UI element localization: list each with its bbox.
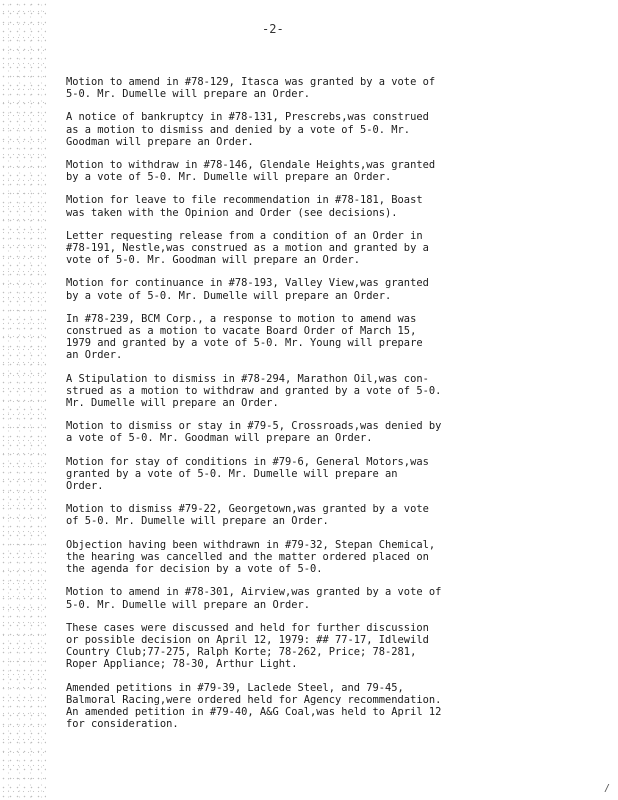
paragraph-nestle: Letter requesting release from a condition of an Order in #78-191, Nestle,was construed as a motion and granted by a vote of 5-0. Mr. Goodman will prepare an Order. [66, 229, 429, 267]
paragraph-georgetown: Motion to dismiss #79-22, Georgetown,was granted by a vote of 5-0. Mr. Dumelle will prepare an Order. [66, 503, 429, 528]
paragraph-bcm-corp: In #78-239, BCM Corp., a response to motion to amend was construed as a motion to vacate Board Order of March 15, 1979 and granted by a vote of 5-0. Mr. Young will prepare an Order. [66, 312, 423, 362]
page-number: -2- [262, 22, 284, 36]
paragraph-itasca: Motion to amend in #78-129, Itasca was granted by a vote of 5-0. Mr. Dumelle will prepare an Order. [66, 76, 436, 101]
paragraph-valley-view: Motion for continuance in #78-193, Valley View,was granted by a vote of 5-0. Mr. Dumelle will prepare an Order. [66, 277, 429, 302]
paragraph-boast: Motion for leave to file recommendation in #78-181, Boast was taken with the Opinion and Order (see decisions). [66, 194, 423, 219]
paragraph-crossroads: Motion to dismiss or stay in #79-5, Crossroads,was denied by a vote of 5-0. Mr. Goodman will prepare an Order. [66, 420, 442, 445]
paragraph-held-cases: These cases were discussed and held for further discussion or possible decision on April 12, 1979: ## 77-17, Idlewild Country Club;77-275, Ralph Korte; 78-262, Price; 78-281, Roper Appliance; 78-30, Arthur Light. [66, 621, 429, 671]
document-body [66, 76, 506, 741]
paragraph-general-motors: Motion for stay of conditions in #79-6, General Motors,was granted by a vote of 5-0. Mr. Dumelle will prepare an Order. [66, 455, 429, 493]
paragraph-airview: Motion to amend in #78-301, Airview,was granted by a vote of 5-0. Mr. Dumelle will prepare an Order. [66, 586, 442, 611]
paragraph-glendale-heights: Motion to withdraw in #78-146, Glendale Heights,was granted by a vote of 5-0. Mr. Dumelle will prepare an Order. [66, 159, 436, 184]
paragraph-prescrebs: A notice of bankruptcy in #78-131, Prescrebs,was construed as a motion to dismiss and denied by a vote of 5-0. Mr. Goodman will prepare an Order. [66, 111, 429, 148]
paragraph-stepan-chemical: Objection having been withdrawn in #79-32, Stepan Chemical, the hearing was cancelled and the matter ordered placed on the agenda for decision by a vote of 5-0. [66, 538, 436, 576]
edge-mark: / [603, 783, 610, 794]
paragraph-marathon-oil: A Stipulation to dismiss in #78-294, Marathon Oil,was con- strued as a motion to withdraw and granted by a vote of 5-0. Mr. Dumelle will prepare an Order. [66, 372, 442, 410]
paragraph-amended-petitions: Amended petitions in #79-39, Laclede Steel, and 79-45, Balmoral Racing,were ordered held for Agency recommendation. An amended petition in #79-40, A&G Coal,was held to April 12 for consideration. [66, 681, 442, 731]
scan-edge-speckle [0, 0, 46, 800]
